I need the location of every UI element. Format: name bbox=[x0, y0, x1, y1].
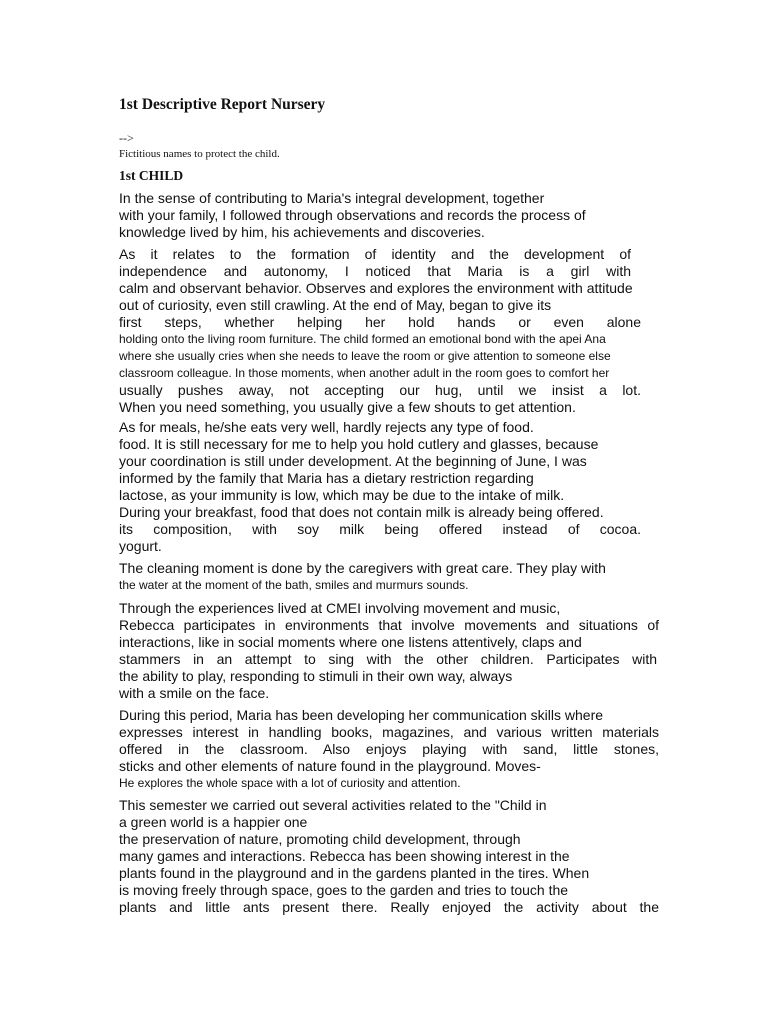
text-line: The cleaning moment is done by the caregivers with great care. They play with bbox=[119, 560, 606, 576]
text-line: Through the experiences lived at CMEI involving movement and music, bbox=[119, 600, 561, 616]
disclaimer-note: Fictitious names to protect the child. bbox=[119, 148, 280, 160]
text-line: where she usually cries when she needs to leave the room or give attention to someone else bbox=[119, 349, 611, 363]
text-line: the water at the moment of the bath, smiles and murmurs sounds. bbox=[119, 578, 469, 592]
text-line: During this period, Maria has been developing her communication skills where bbox=[119, 707, 604, 723]
text-line: yogurt. bbox=[119, 538, 162, 554]
text-line: This semester we carried out several activities related to the "Child in bbox=[119, 797, 547, 813]
text-line: with a smile on the face. bbox=[119, 685, 270, 701]
paragraph-communication bbox=[119, 707, 679, 792]
text-line: its composition, with soy milk being offered instead of cocoa. bbox=[119, 521, 641, 537]
text-line: lactose, as your immunity is low, which may be due to the intake of milk. bbox=[119, 487, 565, 503]
text-line: offered in the classroom. Also enjoys playing with sand, little stones, bbox=[119, 741, 659, 757]
text-line: stammers in an attempt to sing with the other children. Participates with bbox=[119, 651, 657, 667]
text-line: knowledge lived by him, his achievements and discoveries. bbox=[119, 224, 485, 240]
text-line: the ability to play, responding to stimuli in their own way, always bbox=[119, 668, 513, 684]
text-line: a green world is a happier one bbox=[119, 814, 308, 830]
text-line: holding onto the living room furniture. The child formed an emotional bond with the apei Ana bbox=[119, 332, 606, 346]
comment-arrow: --> bbox=[119, 131, 134, 145]
text-line: independence and autonomy, I noticed that Maria is a girl with bbox=[119, 263, 631, 279]
text-line: first steps, whether helping her hold hands or even alone bbox=[119, 314, 641, 330]
paragraph-cleaning bbox=[119, 560, 679, 594]
text-line: plants and little ants present there. Really enjoyed the activity about the bbox=[119, 899, 659, 915]
section-heading: 1st CHILD bbox=[119, 168, 184, 183]
text-line: calm and observant behavior. Observes and explores the environment with attitude bbox=[119, 280, 633, 296]
text-line: sticks and other elements of nature found in the playground. Moves- bbox=[119, 758, 541, 774]
paragraph-meals bbox=[119, 419, 679, 555]
text-line: Rebecca participates in environments that involve movements and situations of bbox=[119, 617, 659, 633]
text-line: As it relates to the formation of identity and the development of bbox=[119, 246, 631, 262]
text-line: informed by the family that Maria has a dietary restriction regarding bbox=[119, 470, 534, 486]
text-line: your coordination is still under development. At the beginning of June, I was bbox=[119, 453, 587, 469]
text-line: When you need something, you usually give a few shouts to get attention. bbox=[119, 399, 576, 415]
text-line: out of curiosity, even still crawling. At the end of May, began to give its bbox=[119, 297, 552, 313]
paragraph-green-world bbox=[119, 797, 679, 916]
paragraph-integral-development bbox=[119, 190, 679, 241]
text-line: the preservation of nature, promoting child development, through bbox=[119, 831, 521, 847]
text-line: classroom colleague. In those moments, when another adult in the room goes to comfort her bbox=[119, 366, 610, 380]
text-line: many games and interactions. Rebecca has been showing interest in the bbox=[119, 848, 570, 864]
document-title: 1st Descriptive Report Nursery bbox=[119, 96, 326, 113]
paragraph-movement-music bbox=[119, 600, 679, 702]
text-line: He explores the whole space with a lot of curiosity and attention. bbox=[119, 776, 461, 790]
text-line: As for meals, he/she eats very well, hardly rejects any type of food. bbox=[119, 419, 534, 435]
text-line: usually pushes away, not accepting our hug, until we insist a lot. bbox=[119, 382, 641, 398]
text-line: plants found in the playground and in the gardens planted in the tires. When bbox=[119, 865, 590, 881]
paragraph-identity-autonomy bbox=[119, 246, 679, 416]
text-line: In the sense of contributing to Maria's integral development, together bbox=[119, 190, 545, 206]
text-line: During your breakfast, food that does not contain milk is already being offered. bbox=[119, 504, 604, 520]
text-line: with your family, I followed through observations and records the process of bbox=[119, 207, 586, 223]
text-line: food. It is still necessary for me to help you hold cutlery and glasses, because bbox=[119, 436, 599, 452]
text-line: expresses interest in handling books, magazines, and various written materials bbox=[119, 724, 659, 740]
text-line: interactions, like in social moments where one listens attentively, claps and bbox=[119, 634, 582, 650]
text-line: is moving freely through space, goes to the garden and tries to touch the bbox=[119, 882, 569, 898]
